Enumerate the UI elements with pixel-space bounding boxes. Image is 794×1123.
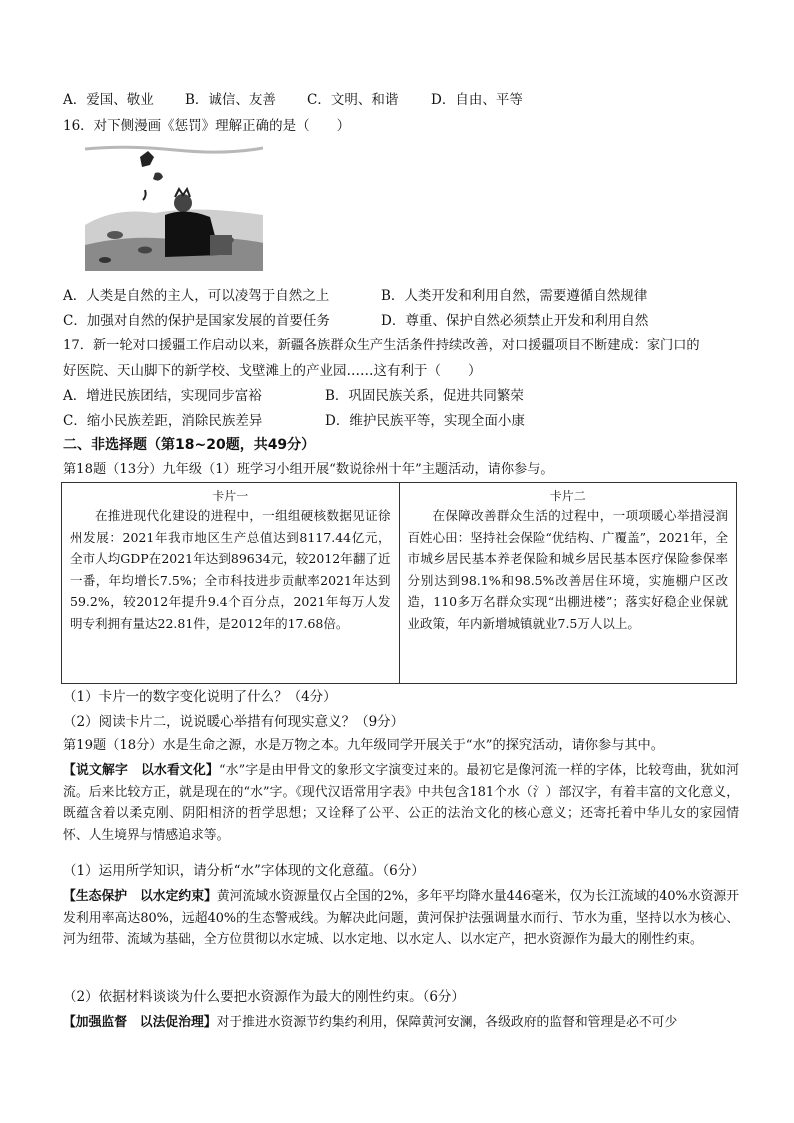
q15-option-d: D．自由、平等 — [431, 92, 523, 108]
card-one — [62, 483, 400, 684]
q18-stem: 第18题（13分）九年级（1）班学习小组开展“数说徐州十年”主题活动，请你参与。 — [63, 462, 554, 477]
q19-material-three — [63, 1012, 739, 1034]
material-one-tag: 【说文解字 以水看文化】 — [63, 763, 219, 778]
material-one-body: “水”字是由甲骨文的象形文字演变过来的。最初它是像河流一样的字体，比较弯曲，犹如河流。后来比较方正，就是现在的“水”字。《现代汉语常用字表》中共包含181个水（氵）部汉字，有着丰富的文化意义，既蕴含着以柔克刚、阴阳相济的哲学思想；又诠释了公平、公正的法治文化的核心意义；还寄托着中华儿女的家园情怀、人生境界与情感追求等。 — [63, 763, 739, 843]
material-three-body: 对于推进水资源节约集约利用，保障黄河安澜，各级政府的监督和管理是必不可少 — [216, 1015, 678, 1030]
q18-cards-table — [61, 482, 737, 684]
material-two-tag: 【生态保护 以水定约束】 — [63, 889, 217, 904]
q16-stem: 16．对下侧漫画《惩罚》理解正确的是（ ） — [63, 118, 351, 134]
q19-material-two — [63, 886, 739, 951]
q19-material-one — [63, 760, 739, 846]
q17-option-d: D．维护民族平等，实现全面小康 — [325, 413, 525, 429]
q16-option-b: B．人类开发和利用自然，需要遵循自然规律 — [381, 288, 648, 304]
card-two-body: 在保障改善群众生活的过程中，一项项暖心举措浸润百姓心田：坚持社会保险“优结构、广覆盖”，2021年，全市城乡居民基本养老保险和城乡居民基本医疗保险参保率分别达到98.1%和98.5%改善居住环境，实施棚户区改造，110多万名群众实现“出棚进楼”；落实好稳企业保就业政策，年内新增城镇就业7.5万人以上。 — [407, 508, 728, 631]
q17-stem-line2: 好医院、天山脚下的新学校、戈壁滩上的产业园……这有利于（ ） — [63, 363, 482, 379]
section-heading: 二、非选择题（第18~20题，共49分） — [63, 437, 316, 453]
q16-option-c: C．加强对自然的保护是国家发展的首要任务 — [63, 313, 330, 329]
card-two-title: 卡片二 — [549, 489, 586, 503]
q17-stem-line1: 17．新一轮对口援疆工作启动以来，新疆各族群众生产生活条件持续改善，对口援疆项目不断建成：家门口的 — [63, 338, 700, 353]
q18-sub1: （1）卡片一的数字变化说明了什么？（4分） — [63, 689, 337, 705]
q15-options — [63, 91, 523, 109]
q16-option-a: A．人类是自然的主人，可以凌驾于自然之上 — [63, 288, 330, 304]
q17-option-b: B．巩固民族关系，促进共同繁荣 — [325, 388, 524, 404]
cartoon-punishment-image — [85, 145, 263, 271]
material-two-body: 黄河流域水资源量仅占全国的2%，多年平均降水量446毫米，仅为长江流域的40%水资源开发利用率高达80%，远超40%的生态警戒线。为解决此问题，黄河保护法强调量水而行、节水为重，坚持以水为核心、河为纽带、流域为基础，全方位贯彻以水定城、以水定地、以水定人、以水定产，把水资源作为最大的刚性约束。 — [63, 889, 740, 947]
material-three-tag: 【加强监督 以法促治理】 — [63, 1015, 217, 1030]
q19-sub1: （1）运用所学知识，请分析“水”字体现的文化意蕴。（6分） — [63, 863, 425, 879]
q18-sub2: （2）阅读卡片二，说说暖心举措有何现实意义？（9分） — [63, 714, 405, 730]
card-one-body: 在推进现代化建设的进程中，一组组硬核数据见证徐州发展：2021年我市地区生产总值达到8117.44亿元，全市人均GDP在2021年达到89634元，较2012年翻了近一番，年均增长7.5%；全市科技进步贡献率2021年达到59.2%，较2012年提升9.4个百分点，2021年每万人发明专利拥有量达22.81件，是2012年的17.68倍。 — [70, 508, 391, 631]
q15-option-a: A．爱国、敬业 — [63, 92, 154, 108]
q19-sub2: （2）依据材料谈谈为什么要把水资源作为最大的刚性约束。（6分） — [63, 989, 465, 1005]
q17-option-c: C．缩小民族差距，消除民族差异 — [63, 413, 263, 429]
q15-option-c: C．文明、和谐 — [307, 92, 399, 108]
q16-option-d: D．尊重、保护自然必须禁止开发和利用自然 — [381, 313, 649, 329]
card-two — [399, 483, 737, 684]
q17-option-a: A．增进民族团结，实现同步富裕 — [63, 388, 262, 404]
q15-option-b: B．诚信、友善 — [185, 92, 276, 108]
q19-stem: 第19题（18分）水是生命之源，水是万物之本。九年级同学开展关于“水”的探究活动，请你参与其中。 — [63, 738, 664, 753]
card-one-title: 卡片一 — [212, 489, 249, 503]
